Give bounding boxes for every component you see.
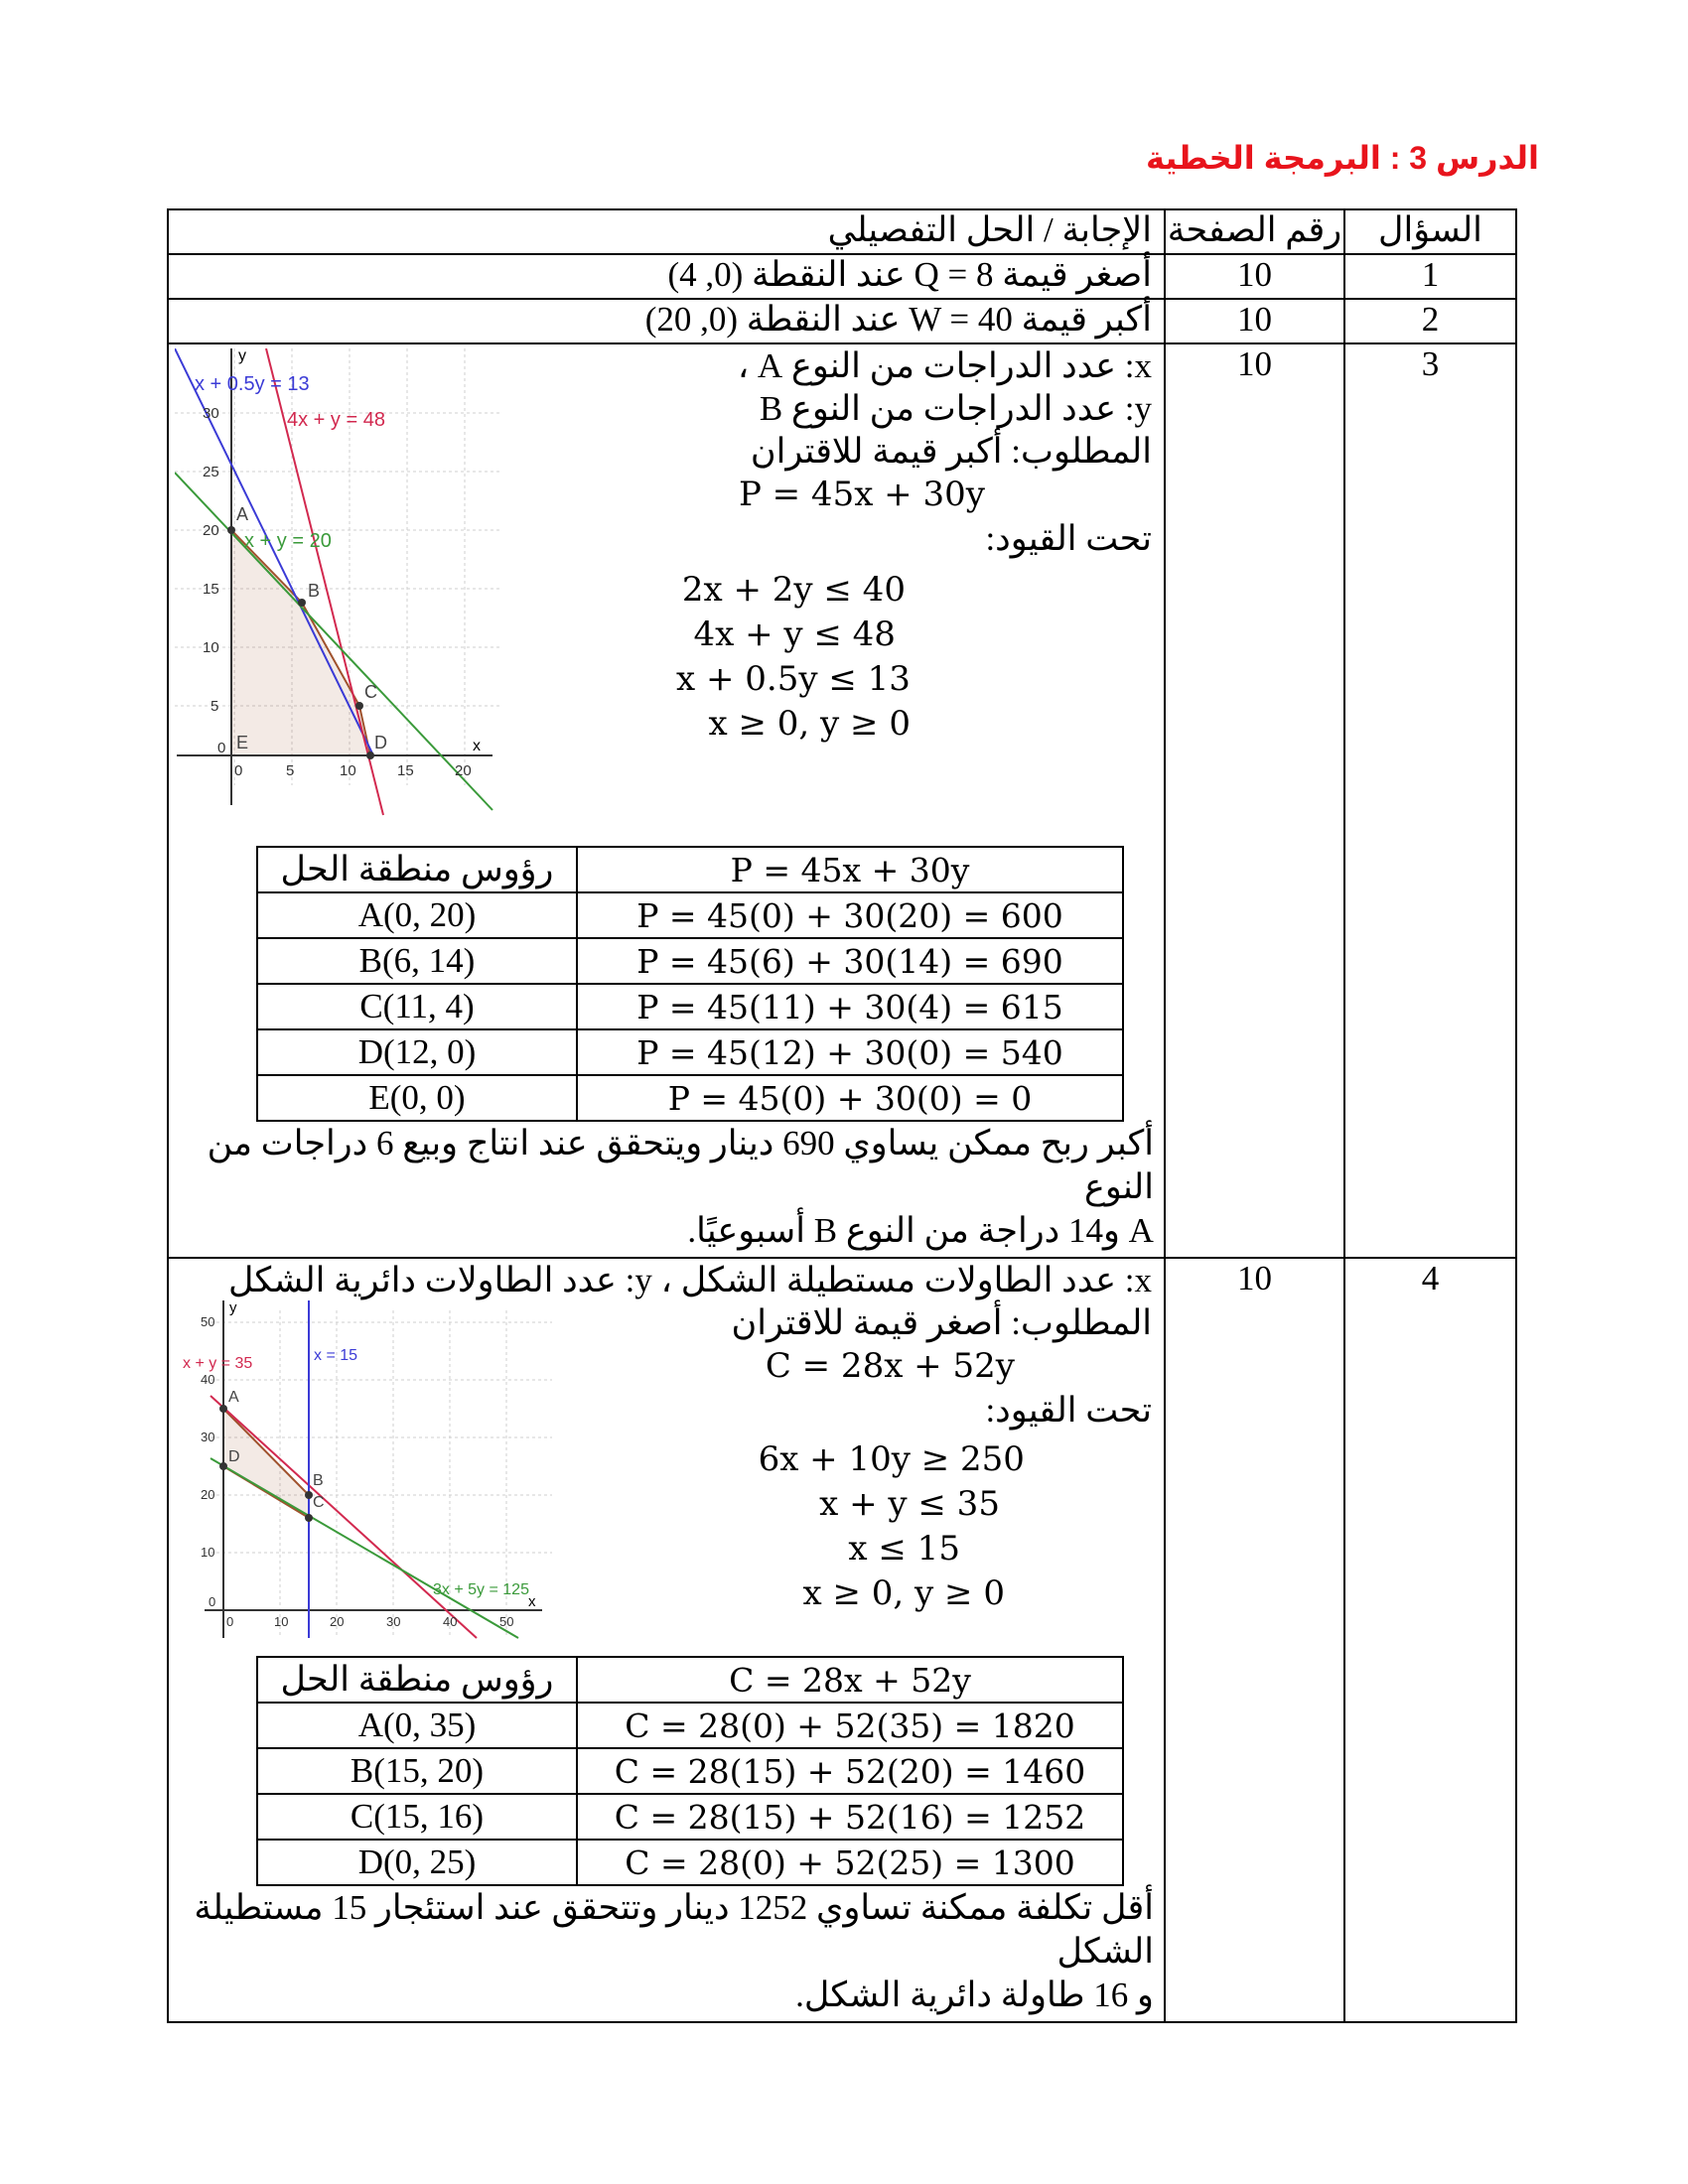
q3-y-tick: 25: [203, 464, 219, 480]
q4-y-tick: 30: [201, 1430, 215, 1444]
q3-constraint: x + 0.5y ≤ 13: [676, 659, 911, 699]
q3-point-label: C: [364, 682, 377, 702]
q4-constraint: x ≤ 15: [848, 1529, 960, 1569]
vertex-point: C(15, 16): [257, 1794, 577, 1840]
table-row: [257, 1703, 1123, 1748]
q4-constraints-label: تحت القيود:: [985, 1391, 1152, 1430]
q3-line-green: [175, 473, 492, 810]
page-number: 10: [1165, 1258, 1344, 2022]
header-answer: الإجابة / الحل التفصيلي: [168, 209, 1165, 254]
vertex-value: C = 28(15) + 52(16) = 1252: [577, 1794, 1123, 1840]
q3-var-x: x: عدد الدراجات من النوع A ،: [737, 346, 1152, 385]
answer-text: أكبر قيمة W = 40 عند النقطة (0, 20): [168, 299, 1165, 343]
answer-text: أصغر قيمة Q = 8 عند النقطة (0, 4): [168, 254, 1165, 299]
table-row: [257, 938, 1123, 984]
q4-point-label: C: [313, 1494, 325, 1511]
q4-constraint: x + y ≤ 35: [819, 1484, 1000, 1524]
q3-constraints-label: تحت القيود:: [985, 519, 1152, 558]
q3-line-label: x + 0.5y = 13: [195, 373, 310, 395]
q4-x-tick: 20: [330, 1614, 345, 1629]
q3-constraint: 2x + 2y ≤ 40: [681, 570, 906, 610]
table-row-q4: [168, 1258, 1516, 2022]
q3-axis-x-label: x: [473, 738, 481, 754]
table-row: [168, 299, 1516, 343]
vertex-value: P = 45(6) + 30(14) = 690: [577, 938, 1123, 984]
q4-y-tick: 10: [201, 1545, 215, 1560]
table-row: [257, 1075, 1123, 1121]
q4-objective: C = 28x + 52y: [765, 1346, 1015, 1386]
q4-origin-label: 0: [209, 1594, 216, 1609]
q4-axis-x-label: x: [528, 1593, 536, 1610]
q4-x-tick: 10: [274, 1614, 289, 1629]
q3-point-label: E: [236, 733, 249, 752]
vertex-value: C = 28(0) + 52(25) = 1300: [577, 1840, 1123, 1885]
q3-line-label: x + y = 20: [244, 530, 332, 552]
lesson-title: الدرس 3 : البرمجة الخطية: [1146, 140, 1539, 176]
q3-point-label: B: [308, 581, 321, 601]
q3-constraint: 4x + y ≤ 48: [693, 614, 896, 654]
vertex-value: C = 28(15) + 52(20) = 1460: [577, 1748, 1123, 1794]
q3-x-tick: 15: [397, 762, 414, 779]
q3-axis-y-label: y: [238, 348, 246, 364]
header-page: رقم الصفحة: [1165, 209, 1344, 254]
page-number: 10: [1165, 299, 1344, 343]
answers-table: [167, 208, 1517, 2023]
q3-x-tick: 10: [340, 762, 356, 779]
q3-origin-label: 0: [217, 740, 226, 756]
q3-conclusion-line: أكبر ربح ممكن يساوي 690 دينار ويتحقق عند انتاج وبيع 6 دراجات من النوع: [207, 1124, 1154, 1206]
q4-constraint: 6x + 10y ≥ 250: [758, 1439, 1025, 1479]
vertex-point: D(12, 0): [257, 1029, 577, 1075]
q4-conclusion: [169, 1886, 1164, 2021]
q4-x-tick: 30: [386, 1614, 401, 1629]
vertex-point: D(0, 25): [257, 1840, 577, 1885]
q4-vertices-header: رؤوس منطقة الحل: [257, 1657, 577, 1703]
q4-point-label: A: [228, 1389, 239, 1406]
q3-required: المطلوب: أكبر قيمة للاقتران: [750, 432, 1152, 471]
q3-vertices-header: رؤوس منطقة الحل: [257, 847, 577, 892]
q3-constraint: x ≥ 0, y ≥ 0: [708, 704, 911, 744]
q4-line-label: x + y = 35: [183, 1355, 253, 1372]
q4-y-tick: 50: [201, 1314, 215, 1329]
table-row: [257, 984, 1123, 1029]
question-number: 1: [1344, 254, 1516, 299]
q4-point-label: D: [228, 1448, 240, 1465]
vertex-value: P = 45(0) + 30(0) = 0: [577, 1075, 1123, 1121]
q3-line-label: 4x + y = 48: [287, 409, 385, 431]
q3-value-header: P = 45x + 30y: [577, 847, 1123, 892]
q4-point-label: B: [313, 1472, 324, 1489]
vertex-point: A(0, 20): [257, 892, 577, 938]
question-number: 3: [1344, 343, 1516, 1258]
q3-x-tick: 20: [455, 762, 472, 779]
header-question: السؤال: [1344, 209, 1516, 254]
q4-x-tick: 40: [443, 1614, 458, 1629]
q4-solution: [168, 1258, 1165, 2022]
q4-vars: x: عدد الطاولات مستطيلة الشكل ، y: عدد الطاولات دائرية الشكل: [227, 1261, 1152, 1299]
q3-conclusion: [169, 1122, 1164, 1257]
q4-value-header: C = 28x + 52y: [577, 1657, 1123, 1703]
vertex-point: B(15, 20): [257, 1748, 577, 1794]
vertex-point: B(6, 14): [257, 938, 577, 984]
q3-y-tick: 15: [203, 581, 219, 598]
q4-conclusion-line: أقل تكلفة ممكنة تساوي 1252 دينار وتتحقق عند استئجار 15 مستطيلة الشكل: [194, 1888, 1154, 1971]
table-row: [257, 1748, 1123, 1794]
q3-objective: P = 45x + 30y: [738, 475, 985, 514]
q4-axis-y-label: y: [229, 1300, 237, 1316]
q4-y-tick: 40: [201, 1372, 215, 1387]
q3-y-tick: 20: [203, 522, 219, 539]
q3-vertices-table: [256, 846, 1124, 1122]
question-number: 2: [1344, 299, 1516, 343]
q4-y-tick: 20: [201, 1487, 215, 1502]
q3-x-tick: 0: [234, 762, 243, 779]
vertex-value: P = 45(12) + 30(0) = 540: [577, 1029, 1123, 1075]
q3-y-tick: 10: [203, 639, 219, 656]
vertex-value: P = 45(0) + 30(20) = 600: [577, 892, 1123, 938]
q4-constraint: x ≥ 0, y ≥ 0: [802, 1573, 1005, 1613]
q3-y-tick: 30: [203, 405, 219, 422]
q3-x-tick: 5: [286, 762, 295, 779]
q3-point-label: D: [374, 733, 387, 752]
q4-line-label: 3x + 5y = 125: [433, 1581, 529, 1598]
q4-vertices-table: [256, 1656, 1124, 1886]
table-row: [168, 254, 1516, 299]
page-number: 10: [1165, 254, 1344, 299]
table-row: [257, 892, 1123, 938]
q3-conclusion-line: A و14 دراجة من النوع B أسبوعيًا.: [687, 1211, 1154, 1250]
q4-conclusion-line: و 16 طاولة دائرية الشكل.: [795, 1976, 1154, 2014]
table-header-row: [168, 209, 1516, 254]
table-row: [257, 1029, 1123, 1075]
q4-x-tick: 50: [499, 1614, 514, 1629]
table-row: [257, 1794, 1123, 1840]
table-row-q3: [168, 343, 1516, 1258]
q3-point-label: A: [236, 504, 249, 524]
q3-y-tick: 5: [211, 698, 219, 715]
q3-var-y: y: عدد الدراجات من النوع B: [759, 389, 1152, 428]
table-row: [257, 1840, 1123, 1885]
vertex-value: C = 28(0) + 52(35) = 1820: [577, 1703, 1123, 1748]
q4-x-tick: 0: [226, 1614, 234, 1629]
vertex-value: P = 45(11) + 30(4) = 615: [577, 984, 1123, 1029]
vertex-point: E(0, 0): [257, 1075, 577, 1121]
q3-feasible-region-graph: [175, 348, 502, 825]
page-number: 10: [1165, 343, 1344, 1258]
vertex-point: A(0, 35): [257, 1703, 577, 1748]
q4-line-label: x = 15: [314, 1347, 358, 1364]
question-number: 4: [1344, 1258, 1516, 2022]
q3-solution: [168, 343, 1165, 1258]
vertex-point: C(11, 4): [257, 984, 577, 1029]
q4-required: المطلوب: أصغر قيمة للاقتران: [731, 1303, 1152, 1342]
